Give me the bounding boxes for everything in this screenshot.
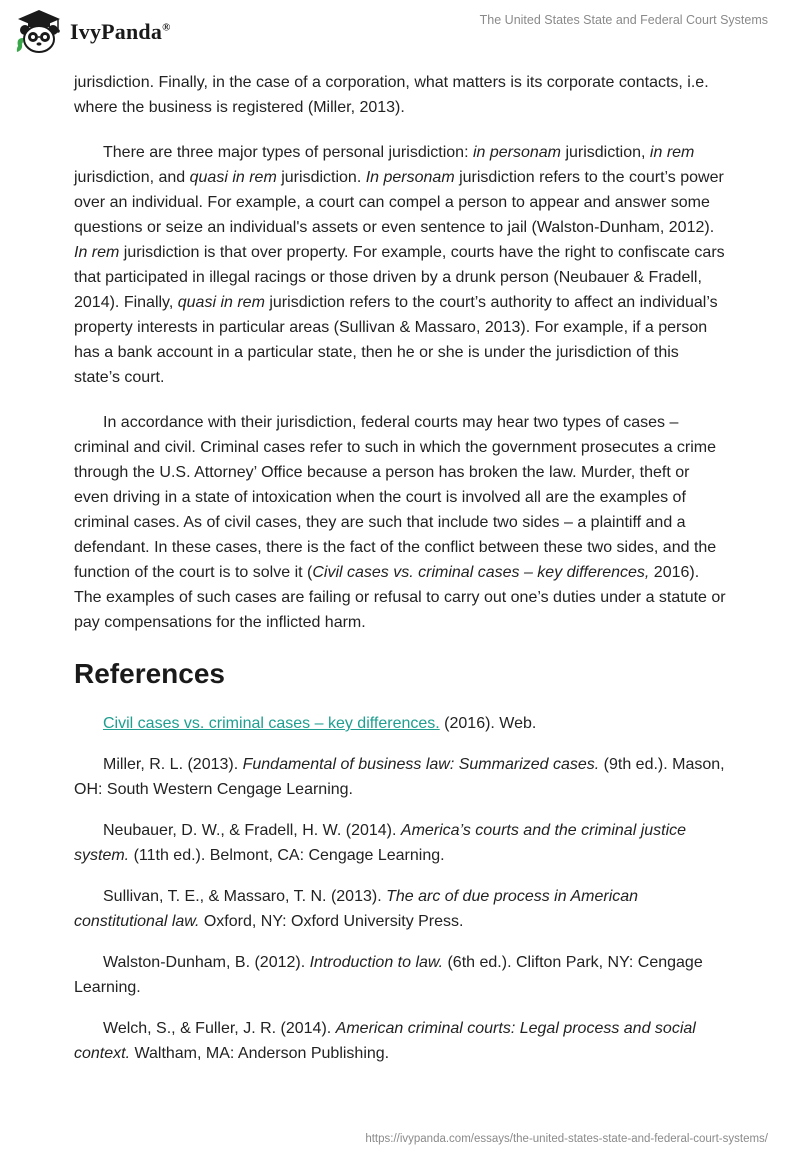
paragraph-3: In accordance with their jurisdiction, federal courts may hear two types of cases – criminal and civil. Criminal cases refer to such in which the government prosecutes a crime through the U.S. Attorney’ Office because a person has broken the law. Murder, theft or even driving in a state of intoxication when the court is involved all are the examples of criminal cases. As of civil cases, they are such that include two sides – a plaintiff and a defendant. In these cases, there is the fact of the conflict between these two sides, and the function of the court is to solve it (Civil cases vs. criminal cases – key differences, 2016). The examples of such cases are failing or refusal to carry out one’s duties under a statute or pay compensations for the inflicted harm.	[74, 414, 726, 631]
references-heading: References	[74, 658, 225, 689]
reference-item: Walston-Dunham, B. (2012). Introduction to law. (6th ed.). Clifton Park, NY: Cengage Learning.	[74, 954, 703, 996]
brand-name: IvyPanda®	[70, 19, 171, 44]
reference-item: Civil cases vs. criminal cases – key differences. (2016). Web.	[103, 715, 537, 732]
reference-item: Miller, R. L. (2013). Fundamental of business law: Summarized cases. (9th ed.). Mason, OH: South Western Cengage Learning.	[74, 756, 725, 798]
paragraph-1: jurisdiction. Finally, in the case of a corporation, what matters is its corporate contacts, i.e. where the business is registered (Miller, 2013).	[74, 74, 709, 116]
page-header	[0, 0, 800, 64]
reference-item: Welch, S., & Fuller, J. R. (2014). American criminal courts: Legal process and social context. Waltham, MA: Anderson Publishing.	[74, 1020, 696, 1062]
reference-item: Neubauer, D. W., & Fradell, H. W. (2014). America’s courts and the criminal justice system. (11th ed.). Belmont, CA: Cengage Learning.	[74, 822, 687, 864]
essay-content	[74, 70, 728, 1082]
paragraph-2: There are three major types of personal jurisdiction: in personam jurisdiction, in rem jurisdiction, and quasi in rem jurisdiction. In personam jurisdiction refers to the court’s power over an individual. For example, a court can compel a person to appear and answer some questions or seize an individual's assets or even sentence to jail (Walston-Dunham, 2012). In rem jurisdiction is that over property. For example, courts have the right to confiscate cars that participated in illegal racings or those driven by a drunk person (Neubauer & Fradell, 2014). Finally, quasi in rem jurisdiction refers to the court’s authority to affect an individual’s property interests in particular areas (Sullivan & Massaro, 2013). For example, if a person has a bank account in a particular state, then he or she is under the jurisdiction of this state’s court.	[74, 144, 725, 386]
reference-link[interactable]: Civil cases vs. criminal cases – key differences.	[103, 715, 440, 732]
ivypanda-logo[interactable]	[14, 8, 171, 56]
panda-graduate-icon	[14, 8, 64, 56]
reference-item: Sullivan, T. E., & Massaro, T. N. (2013). The arc of due process in American constitutional law. Oxford, NY: Oxford University Press.	[74, 888, 639, 930]
source-url[interactable]: https://ivypanda.com/essays/the-united-states-state-and-federal-court-systems/	[365, 1133, 768, 1145]
document-title: The United States State and Federal Court Systems	[479, 13, 768, 27]
